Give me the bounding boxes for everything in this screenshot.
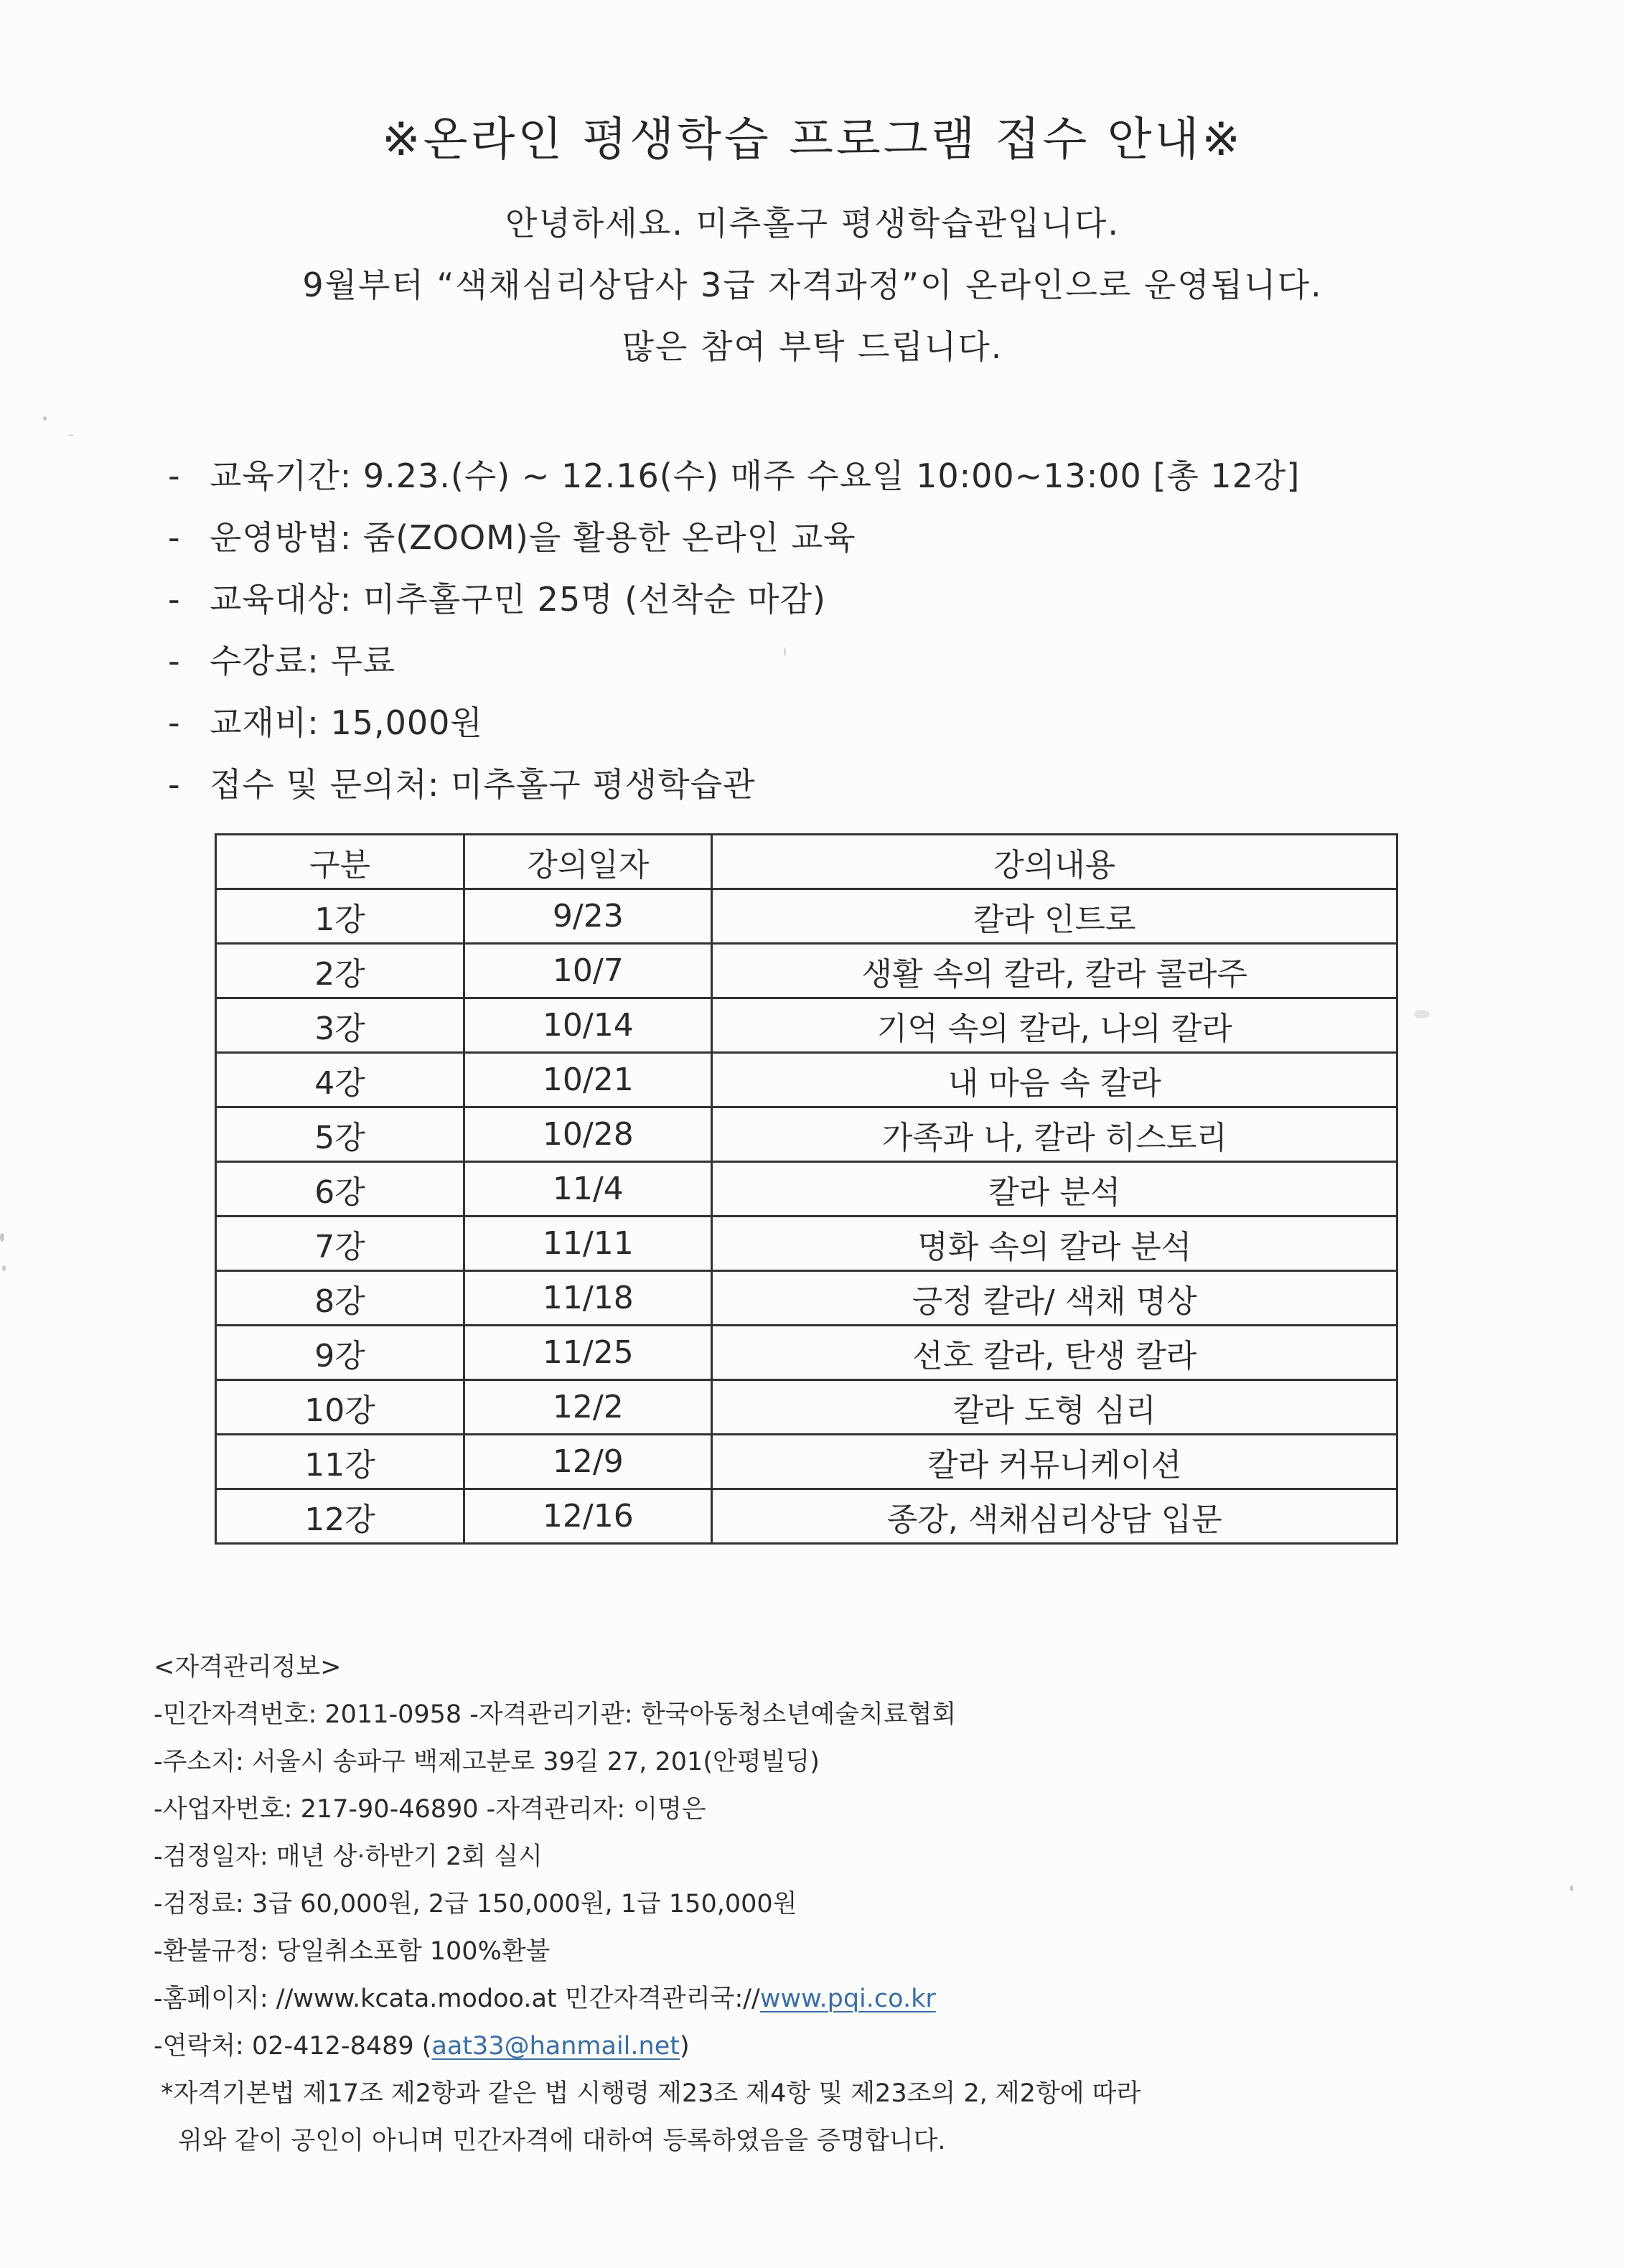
scan-speck [1414, 1010, 1430, 1018]
info-line-refund-policy: -환불규정: 당일취소포함 100%환불 [154, 1937, 551, 1966]
cell-content: 칼라 도형 심리 [712, 1380, 1397, 1435]
table-header-row [216, 835, 1397, 889]
detail-value: 9.23.(수) ~ 12.16(수) 매주 수요일 10:00~13:00 [총 12강] [362, 456, 1301, 495]
info-heading: <자격관리정보> [154, 1653, 342, 1682]
scan-speck [1570, 1885, 1573, 1891]
info-line-cert-number: -민간자격번호: 2011-0958 -자격관리기관: 한국아동청소년예술치료협회 [154, 1700, 957, 1729]
cell-session: 8강 [216, 1271, 464, 1326]
legal-notice-line-2: 위와 같이 공인이 아니며 민간자격에 대하여 등록하였음을 증명합니다. [178, 2127, 946, 2155]
cell-date: 12/2 [464, 1380, 712, 1435]
cell-content: 긍정 칼라/ 색채 명상 [712, 1271, 1397, 1326]
detail-label: 교육기간: [210, 456, 352, 495]
info-line-exam-dates: -검정일자: 매년 상·하반기 2회 실시 [154, 1842, 543, 1871]
table-row [216, 1326, 1397, 1380]
cell-date: 9/23 [464, 889, 712, 944]
info-line-address: -주소지: 서울시 송파구 백제고분로 39길 27, 201(안평빌딩) [154, 1748, 820, 1776]
info-line-business-number: -사업자번호: 217-90-46890 -자격관리자: 이명은 [154, 1795, 706, 1824]
cell-date: 10/21 [464, 1053, 712, 1107]
cell-content: 칼라 커뮤니케이션 [712, 1435, 1397, 1489]
scan-speck [784, 647, 786, 656]
cell-date: 10/14 [464, 998, 712, 1053]
bullet-dash: - [168, 642, 181, 680]
homepage-prefix: -홈페이지: //www.kcata.modoo.at 민간자격관리국:// [154, 1985, 760, 2013]
cell-session: 11강 [216, 1435, 464, 1489]
table-row [216, 1489, 1397, 1544]
cell-content: 명화 속의 칼라 분석 [712, 1217, 1397, 1271]
detail-item-contact [168, 754, 1300, 815]
detail-value: 무료 [330, 642, 396, 680]
table-row [216, 1107, 1397, 1162]
cell-session: 5강 [216, 1107, 464, 1162]
detail-item-tuition [168, 630, 1300, 692]
cell-content: 내 마음 속 칼라 [712, 1053, 1397, 1107]
scan-speck [43, 416, 47, 421]
cell-date: 11/4 [464, 1162, 712, 1217]
info-line-homepage [154, 1975, 1141, 2023]
intro-paragraph [0, 192, 1625, 378]
cell-date: 12/9 [464, 1435, 712, 1489]
cell-date: 11/11 [464, 1217, 712, 1271]
info-line-contact [154, 2023, 1141, 2070]
cell-date: 12/16 [464, 1489, 712, 1544]
table-row [216, 998, 1397, 1053]
detail-value: 미추홀구민 25명 (선착순 마감) [362, 580, 826, 619]
detail-item-method [168, 507, 1300, 568]
header-content: 강의내용 [712, 835, 1397, 889]
cell-content: 종강, 색채심리상담 입문 [712, 1489, 1397, 1544]
table-row [216, 1053, 1397, 1107]
contact-email-link[interactable]: aat33@hanmail.net [431, 2032, 680, 2061]
legal-notice-line-1: *자격기본법 제17조 제2항과 같은 법 시행령 제23조 제4항 및 제23조의 2, 제2항에 따라 [161, 2079, 1141, 2108]
detail-item-textbook-fee [168, 692, 1300, 754]
cell-session: 7강 [216, 1217, 464, 1271]
document-title: ※온라인 평생학습 프로그램 접수 안내※ [382, 113, 1243, 167]
cell-content: 생활 속의 칼라, 칼라 콜라주 [712, 944, 1397, 998]
cell-date: 11/25 [464, 1326, 712, 1380]
detail-item-target [168, 568, 1300, 630]
pqi-homepage-link[interactable]: www.pqi.co.kr [759, 1985, 936, 2013]
table-row [216, 1435, 1397, 1489]
intro-line-greeting: 안녕하세요. 미추홀구 평생학습관입니다. [505, 204, 1120, 243]
scan-speck [68, 434, 74, 436]
cell-content: 기억 속의 칼라, 나의 칼라 [712, 998, 1397, 1053]
table-row [216, 1380, 1397, 1435]
bullet-dash: - [168, 456, 181, 495]
detail-value: 줌(ZOOM)을 활용한 온라인 교육 [362, 518, 856, 557]
detail-label: 접수 및 문의처: [210, 765, 440, 804]
cell-date: 10/28 [464, 1107, 712, 1162]
header-date: 강의일자 [464, 835, 712, 889]
detail-item-period [168, 445, 1300, 507]
lecture-schedule-table [215, 833, 1398, 1545]
detail-label: 수강료: [210, 642, 319, 680]
detail-value: 15,000원 [330, 703, 483, 742]
bullet-dash: - [168, 518, 181, 557]
intro-line-announcement: 9월부터 “색채심리상담사 3급 자격과정”이 온라인으로 운영됩니다. [302, 266, 1323, 304]
bullet-dash: - [168, 703, 181, 742]
cell-content: 가족과 나, 칼라 히스토리 [712, 1107, 1397, 1162]
info-line-exam-fees: -검정료: 3급 60,000원, 2급 150,000원, 1급 150,000원 [154, 1890, 797, 1918]
contact-suffix: ) [679, 2032, 690, 2061]
cell-session: 9강 [216, 1326, 464, 1380]
detail-label: 운영방법: [210, 518, 352, 557]
intro-line-request: 많은 참여 부탁 드립니다. [622, 327, 1003, 366]
cell-session: 10강 [216, 1380, 464, 1435]
table-row [216, 1162, 1397, 1217]
cell-session: 2강 [216, 944, 464, 998]
table-row [216, 889, 1397, 944]
contact-prefix: -연락처: 02-412-8489 ( [154, 2032, 432, 2061]
cell-session: 1강 [216, 889, 464, 944]
scan-speck [2, 1265, 6, 1271]
detail-value: 미추홀구 평생학습관 [450, 765, 756, 804]
table-row [216, 1217, 1397, 1271]
certification-info-section [154, 1644, 1141, 2165]
table-row [216, 944, 1397, 998]
cell-content: 칼라 인트로 [712, 889, 1397, 944]
scan-speck [0, 1233, 4, 1242]
table-row [216, 1271, 1397, 1326]
header-session: 구분 [216, 835, 464, 889]
cell-date: 10/7 [464, 944, 712, 998]
bullet-dash: - [168, 580, 181, 619]
cell-content: 선호 칼라, 탄생 칼라 [712, 1326, 1397, 1380]
cell-session: 6강 [216, 1162, 464, 1217]
cell-date: 11/18 [464, 1271, 712, 1326]
detail-label: 교재비: [210, 703, 319, 742]
detail-label: 교육대상: [210, 580, 352, 619]
cell-content: 칼라 분석 [712, 1162, 1397, 1217]
cell-session: 4강 [216, 1053, 464, 1107]
program-details-list [168, 445, 1300, 815]
cell-session: 12강 [216, 1489, 464, 1544]
cell-session: 3강 [216, 998, 464, 1053]
bullet-dash: - [168, 765, 181, 804]
